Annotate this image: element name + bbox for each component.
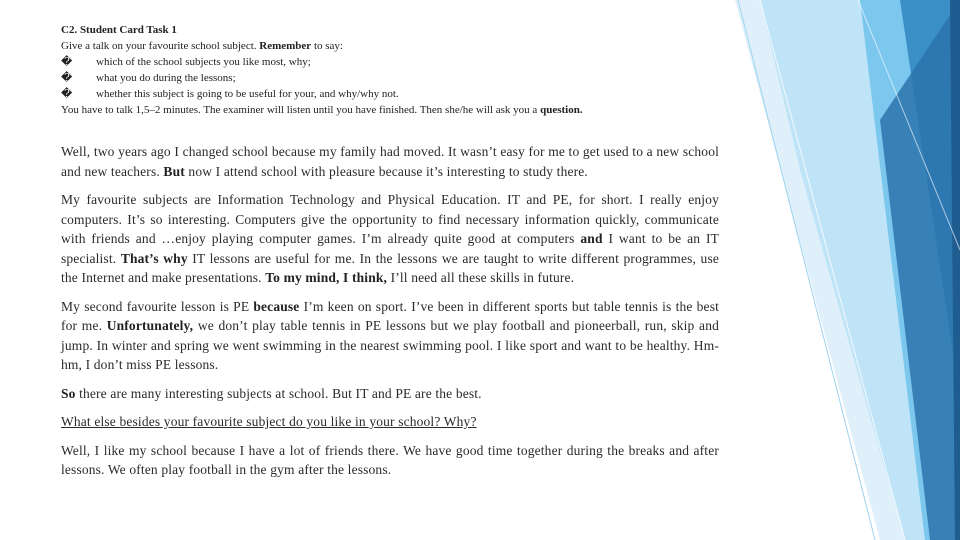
bullet-box-icon: � [61,56,73,68]
paragraph-1: Well, two years ago I changed school because my family had moved. It wasn’t easy for me to get used to a new school and new teachers. But now I attend school with pleasure because it’s interesting to study there. [61,144,719,179]
task-bullet: � what you do during the lessons; [61,72,236,84]
task-title: C2. Student Card Task 1 [61,24,177,36]
paragraph-3: My second favourite lesson is PE because I’m keen on sport. I’ve been in different sports but table tennis is the best for me. Unfortunately, we don’t play table tennis in PE lessons but we play football and pioneerball, run, skip and jump. In winter and spring we went swimming in the nearest swimming pool. I like sport and want to be healthy. Hm-hm, I don’t miss PE lessons. [61,298,719,372]
task-bullet: � which of the school subjects you like most, why; [61,56,311,68]
paragraph-2: My favourite subjects are Information Technology and Physical Education. IT and PE, for short. I really enjoy computers. It’s so interesting. Computers give the opportunity to find necessary information quickly, communicate with friends and …enjoy playing computer games. I’m already quite good at computers and I want to be an IT specialist. That’s why IT lessons are useful for me. In the lessons we are taught to write different programmes, use the Internet and make presentations. To my mind, I think, I’ll need all these skills in future. [61,192,720,285]
paragraph-5: Well, I like my school because I have a lot of friends there. We have good time together during the breaks and after lessons. We often play football in the gym after the lessons. [61,442,719,477]
bullet-box-icon: � [61,88,73,100]
bullet-box-icon: � [61,72,73,84]
answer-text [61,142,719,489]
task-card [61,22,741,118]
paragraph-4: So there are many interesting subjects at school. But IT and PE are the best. [61,385,482,401]
question-line: What else besides your favourite subject do you like in your school? Why? [61,414,477,429]
task-intro: Give a talk on your favourite school subject. Remember to say: [61,40,343,52]
task-bullet: � whether this subject is going to be useful for your, and why/why not. [61,88,399,100]
task-footer: You have to talk 1,5–2 minutes. The examiner will listen until you have finished. Then she/he will ask you a question. [61,104,583,116]
